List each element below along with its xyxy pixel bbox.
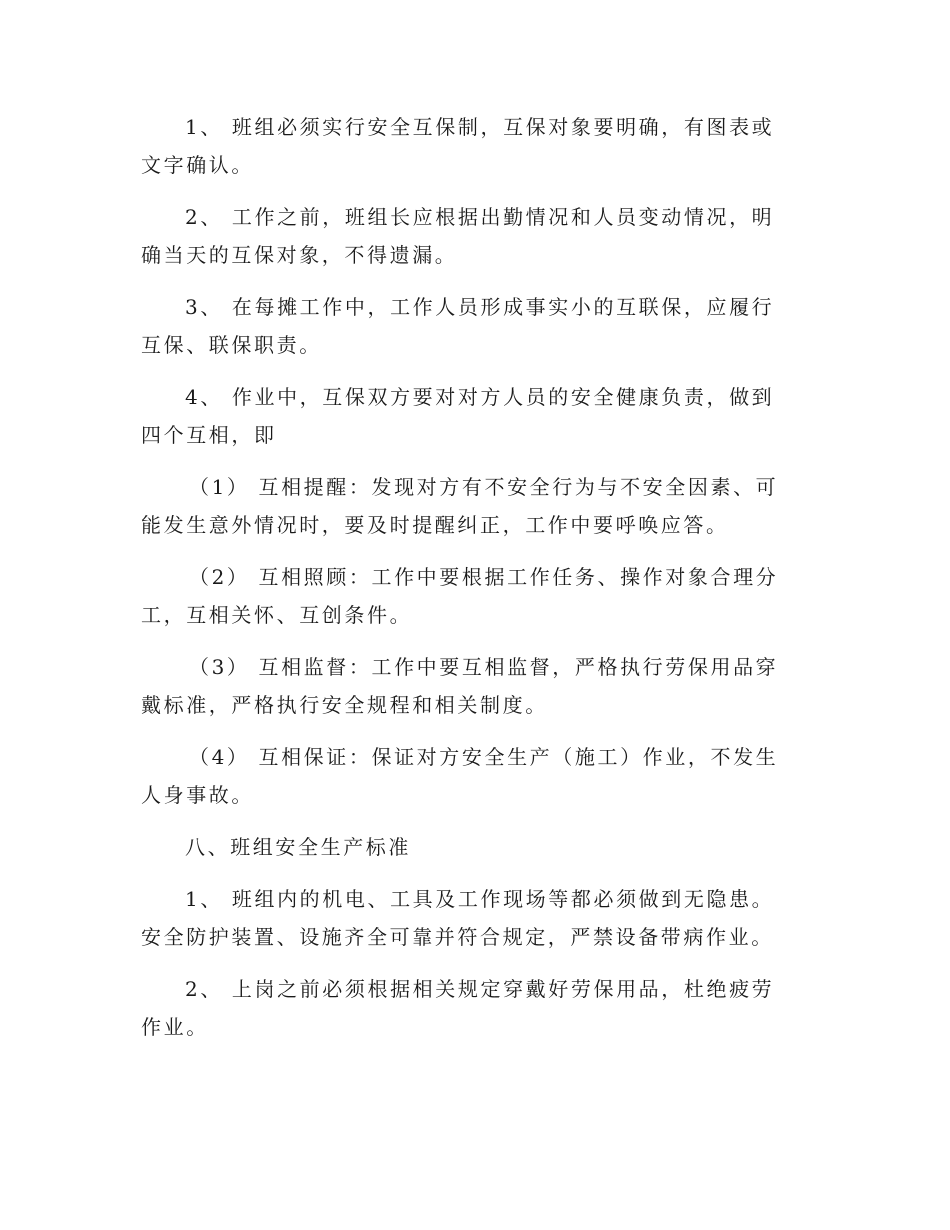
paragraph-sub-3: （3） 互相监督：工作中要互相监督，严格执行劳保用品穿戴标准，严格执行安全规程和相关制度。 (141, 655, 779, 717)
document-body (141, 108, 796, 1060)
paragraph-sub-1: （1） 互相提醒：发现对方有不安全行为与不安全因素、可能发生意外情况时，要及时提醒纠正，工作中要呼唤应答。 (141, 475, 779, 537)
paragraph-sub-4: （4） 互相保证：保证对方安全生产（施工）作业，不发生人身事故。 (141, 745, 779, 807)
paragraph-rule-4: 4、 作业中，互保双方要对对方人员的安全健康负责，做到四个互相，即 (141, 385, 775, 447)
section-heading: 八、班组安全生产标准 (185, 835, 411, 859)
paragraph-standard-2: 2、 上岗之前必须根据相关规定穿戴好劳保用品，杜绝疲劳作业。 (141, 977, 775, 1039)
paragraph-rule-1: 1、 班组必须实行安全互保制，互保对象要明确，有图表或文字确认。 (141, 115, 775, 177)
paragraph-sub-2: （2） 互相照顾：工作中要根据工作任务、操作对象合理分工，互相关怀、互创条件。 (141, 565, 779, 627)
paragraph-rule-2: 2、 工作之前，班组长应根据出勤情况和人员变动情况，明确当天的互保对象，不得遗漏。 (141, 205, 775, 267)
paragraph-standard-1: 1、 班组内的机电、工具及工作现场等都必须做到无隐患。安全防护装置、设施齐全可靠并符合规定，严禁设备带病作业。 (141, 887, 775, 949)
paragraph-rule-3: 3、 在每摊工作中，工作人员形成事实小的互联保，应履行互保、联保职责。 (141, 295, 775, 357)
